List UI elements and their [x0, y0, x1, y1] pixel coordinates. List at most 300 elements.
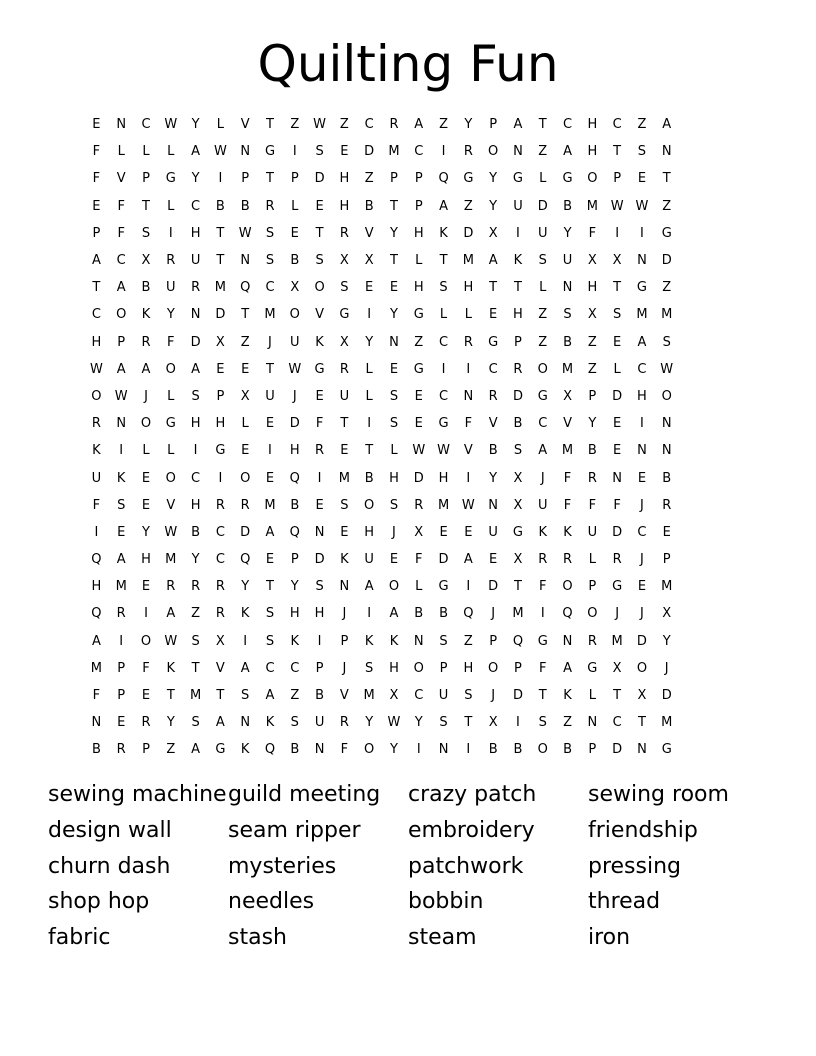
grid-letter: T [662, 171, 671, 187]
grid-letter: A [414, 117, 424, 133]
grid-letter: E [613, 334, 622, 350]
grid-letter: P [662, 552, 671, 568]
word-item: mysteries [228, 853, 337, 879]
grid-letter: X [215, 334, 225, 350]
grid-letter: H [463, 280, 474, 296]
grid-letter: E [637, 579, 647, 595]
grid-letter: D [612, 742, 623, 758]
grid-letter: N [661, 443, 672, 459]
grid-letter: H [413, 280, 424, 296]
grid-letter: Z [414, 334, 424, 350]
grid-letter: T [513, 280, 522, 296]
grid-letter: A [563, 660, 572, 676]
grid-letter: J [491, 606, 496, 622]
grid-letter: T [637, 715, 646, 731]
grid-letter: R [191, 579, 201, 595]
grid-letter: H [587, 280, 598, 296]
grid-letter: O [116, 307, 127, 323]
grid-letter: W [164, 524, 178, 540]
grid-letter: A [389, 606, 399, 622]
grid-letter: T [613, 688, 622, 704]
grid-letter: X [488, 715, 498, 731]
grid-letter: I [94, 524, 99, 540]
grid-letter: I [615, 225, 620, 241]
grid-row [84, 111, 732, 138]
grid-letter: G [537, 633, 548, 649]
word-item: thread [588, 889, 661, 915]
grid-letter: M [661, 715, 673, 731]
word-bank [48, 777, 768, 956]
grid-letter: X [612, 660, 622, 676]
grid-letter: R [215, 606, 225, 622]
grid-letter: R [513, 361, 523, 377]
grid-letter: T [166, 688, 175, 704]
grid-letter: J [615, 606, 620, 622]
grid-letter: F [92, 171, 101, 187]
grid-letter: G [165, 171, 176, 187]
grid-letter: J [342, 660, 347, 676]
grid-row [84, 600, 732, 627]
grid-letter: L [142, 443, 150, 459]
grid-row [84, 682, 732, 709]
grid-letter: T [613, 144, 622, 160]
grid-letter: O [91, 388, 102, 404]
grid-letter: G [314, 361, 325, 377]
grid-letter: W [213, 144, 227, 160]
grid-letter: K [563, 688, 572, 704]
grid-letter: T [538, 117, 547, 133]
grid-letter: Y [365, 715, 374, 731]
grid-letter: O [537, 742, 548, 758]
word-item: patchwork [408, 853, 524, 879]
grid-letter: B [364, 198, 374, 214]
grid-letter: L [439, 307, 448, 323]
grid-letter: I [441, 144, 446, 160]
grid-letter: W [164, 633, 178, 649]
grid-letter: G [463, 171, 474, 187]
word-item: embroidery [408, 817, 535, 843]
grid-letter: C [116, 253, 126, 269]
grid-letter: W [288, 361, 302, 377]
grid-letter: H [463, 660, 474, 676]
grid-letter: L [539, 171, 547, 187]
grid-letter: Y [464, 117, 473, 133]
grid-letter: T [142, 198, 150, 214]
grid-letter: C [612, 715, 622, 731]
grid-letter: M [512, 606, 524, 622]
grid-letter: R [339, 715, 349, 731]
grid-letter: X [339, 253, 349, 269]
grid-letter: E [439, 524, 448, 540]
grid-row [84, 492, 732, 519]
grid-letter: D [289, 416, 300, 432]
grid-letter: V [166, 497, 176, 513]
grid-letter: Y [241, 579, 250, 595]
grid-letter: C [439, 388, 449, 404]
grid-letter: M [636, 307, 648, 323]
grid-letter: P [340, 633, 349, 649]
grid-letter: T [266, 361, 274, 377]
grid-letter: D [190, 334, 201, 350]
grid-letter: V [488, 416, 498, 432]
grid-letter: L [167, 198, 175, 214]
grid-letter: M [661, 307, 673, 323]
grid-letter: E [265, 470, 275, 486]
grid-letter: S [315, 579, 324, 595]
grid-letter: I [317, 633, 322, 649]
grid-letter: R [662, 497, 672, 513]
grid-row [84, 220, 732, 247]
grid-letter: Z [439, 117, 448, 133]
grid-letter: C [538, 416, 548, 432]
grid-letter: K [315, 334, 324, 350]
grid-letter: S [315, 253, 324, 269]
grid-letter: X [587, 253, 597, 269]
grid-letter: Z [538, 334, 548, 350]
grid-letter: B [563, 198, 572, 214]
grid-letter: S [389, 497, 399, 513]
grid-letter: P [414, 171, 423, 187]
grid-letter: T [340, 416, 349, 432]
grid-letter: S [439, 633, 448, 649]
word-item: friendship [588, 817, 698, 843]
grid-row [84, 437, 732, 464]
grid-letter: N [314, 742, 325, 758]
grid-letter: T [266, 117, 274, 133]
grid-letter: C [215, 524, 225, 540]
grid-letter: R [488, 388, 498, 404]
grid-letter: Q [91, 552, 102, 568]
grid-letter: A [116, 280, 126, 296]
grid-letter: D [463, 225, 474, 241]
grid-letter: N [413, 633, 424, 649]
grid-letter: M [165, 552, 177, 568]
grid-letter: R [240, 497, 250, 513]
grid-letter: M [561, 361, 574, 377]
grid-letter: U [166, 280, 176, 296]
grid-letter: T [216, 225, 225, 241]
grid-row [84, 573, 732, 600]
grid-letter: C [141, 117, 151, 133]
grid-row [84, 464, 732, 491]
grid-letter: I [367, 307, 372, 323]
grid-letter: B [290, 253, 300, 269]
grid-letter: E [241, 443, 250, 459]
grid-letter: O [413, 660, 424, 676]
grid-letter: X [513, 552, 523, 568]
grid-letter: E [141, 497, 151, 513]
grid-letter: N [612, 470, 622, 486]
grid-letter: J [268, 334, 272, 350]
grid-letter: P [613, 171, 622, 187]
grid-letter: X [141, 253, 151, 269]
grid-letter: E [141, 470, 151, 486]
grid-letter: K [240, 606, 250, 622]
grid-letter: E [613, 416, 622, 432]
grid-letter: B [91, 742, 101, 758]
grid-letter: Y [389, 225, 398, 241]
grid-letter: A [463, 552, 473, 568]
grid-letter: Z [463, 198, 473, 214]
grid-letter: M [437, 497, 450, 513]
grid-letter: L [588, 552, 596, 568]
grid-letter: C [265, 660, 275, 676]
grid-letter: W [114, 388, 128, 404]
word-item: steam [408, 925, 477, 950]
grid-letter: G [512, 171, 523, 187]
grid-letter: T [92, 280, 101, 296]
grid-letter: V [116, 171, 126, 187]
word-item: sewing machine [48, 782, 227, 807]
grid-letter: D [512, 688, 523, 704]
word-item: iron [588, 925, 631, 950]
grid-letter: B [191, 524, 201, 540]
grid-letter: E [216, 361, 225, 377]
grid-letter: M [661, 579, 673, 595]
grid-letter: H [190, 416, 201, 432]
grid-letter: S [389, 416, 399, 432]
grid-letter: Z [662, 280, 672, 296]
grid-letter: R [414, 497, 424, 513]
grid-letter: N [463, 388, 474, 404]
grid-letter: Z [538, 144, 548, 160]
grid-letter: M [115, 579, 127, 595]
grid-letter: N [389, 334, 399, 350]
grid-letter: I [292, 144, 297, 160]
grid-letter: K [364, 633, 374, 649]
grid-letter: P [588, 388, 597, 404]
grid-letter: B [563, 334, 572, 350]
grid-letter: V [364, 225, 374, 241]
grid-letter: J [540, 470, 545, 486]
grid-row [84, 736, 732, 763]
grid-letter: E [265, 552, 275, 568]
grid-letter: E [414, 388, 423, 404]
grid-letter: B [290, 742, 300, 758]
grid-letter: F [613, 497, 621, 513]
grid-letter: F [142, 660, 150, 676]
grid-letter: U [438, 688, 449, 704]
grid-letter: E [92, 198, 101, 214]
grid-letter: T [216, 688, 225, 704]
grid-letter: A [662, 117, 672, 133]
grid-letter: A [637, 334, 647, 350]
grid-letter: G [413, 307, 424, 323]
grid-letter: S [117, 497, 126, 513]
grid-letter: W [660, 361, 674, 377]
grid-letter: O [636, 660, 648, 676]
grid-letter: M [388, 144, 400, 160]
grid-letter: E [117, 715, 126, 731]
grid-letter: T [216, 253, 225, 269]
grid-letter: C [612, 117, 622, 133]
grid-letter: A [116, 361, 126, 377]
grid-letter: I [640, 225, 644, 241]
grid-letter: V [563, 416, 572, 432]
grid-letter: L [613, 361, 621, 377]
grid-letter: T [538, 688, 547, 704]
grid-letter: T [191, 660, 200, 676]
grid-letter: N [91, 715, 102, 731]
grid-letter: Q [289, 524, 300, 540]
grid-letter: C [414, 144, 424, 160]
grid-letter: S [439, 715, 448, 731]
grid-letter: C [488, 361, 498, 377]
grid-letter: S [191, 633, 200, 649]
grid-letter: P [290, 171, 299, 187]
grid-letter: L [588, 688, 596, 704]
grid-letter: J [664, 660, 669, 676]
grid-letter: O [140, 633, 152, 649]
grid-letter: P [216, 388, 225, 404]
grid-letter: N [314, 524, 325, 540]
grid-letter: N [488, 497, 499, 513]
grid-letter: P [117, 660, 126, 676]
grid-letter: E [613, 443, 622, 459]
grid-letter: C [637, 524, 647, 540]
grid-letter: H [364, 524, 375, 540]
grid-letter: E [489, 307, 498, 323]
grid-letter: I [218, 470, 223, 486]
grid-letter: R [463, 334, 473, 350]
grid-letter: B [439, 606, 449, 622]
grid-letter: X [389, 688, 399, 704]
grid-letter: D [314, 552, 325, 568]
grid-letter: E [365, 280, 374, 296]
grid-letter: Z [290, 117, 300, 133]
grid-letter: P [142, 171, 150, 187]
grid-letter: K [538, 524, 547, 540]
grid-letter: C [91, 307, 101, 323]
grid-letter: Q [463, 606, 474, 622]
grid-letter: Z [191, 606, 201, 622]
grid-letter: H [438, 470, 449, 486]
grid-letter: L [464, 307, 472, 323]
grid-row [84, 383, 732, 410]
grid-letter: S [439, 280, 448, 296]
grid-letter: A [538, 443, 548, 459]
grid-letter: M [214, 280, 226, 296]
grid-letter: Y [191, 552, 200, 568]
grid-letter: L [365, 361, 373, 377]
grid-letter: I [218, 171, 223, 187]
grid-letter: F [315, 416, 324, 432]
grid-letter: G [612, 579, 623, 595]
grid-letter: Q [264, 742, 276, 758]
grid-letter: R [191, 280, 201, 296]
grid-letter: O [587, 171, 598, 187]
grid-letter: T [266, 579, 274, 595]
grid-letter: H [339, 198, 350, 214]
grid-letter: S [265, 606, 275, 622]
grid-letter: G [562, 171, 573, 187]
grid-row [84, 274, 732, 301]
grid-letter: T [513, 579, 522, 595]
grid-letter: X [612, 253, 622, 269]
grid-letter: B [488, 443, 498, 459]
grid-letter: H [289, 606, 300, 622]
grid-letter: U [265, 388, 275, 404]
grid-letter: E [662, 524, 671, 540]
grid-letter: B [513, 416, 523, 432]
grid-letter: K [166, 660, 176, 676]
grid-letter: Z [463, 633, 473, 649]
grid-letter: N [562, 280, 573, 296]
grid-letter: N [240, 715, 251, 731]
grid-row [84, 519, 732, 546]
grid-letter: Q [438, 171, 449, 187]
grid-letter: K [92, 443, 101, 459]
grid-letter: B [364, 470, 374, 486]
grid-letter: S [662, 334, 671, 350]
grid-letter: T [389, 198, 398, 214]
grid-letter: C [265, 280, 275, 296]
grid-letter: E [340, 443, 349, 459]
grid-letter: B [563, 742, 572, 758]
grid-letter: R [116, 606, 126, 622]
grid-letter: Y [662, 633, 671, 649]
grid-letter: E [637, 171, 647, 187]
grid-letter: W [610, 198, 624, 214]
grid-row [84, 628, 732, 655]
grid-letter: P [290, 552, 299, 568]
grid-letter: C [191, 198, 201, 214]
grid-letter: J [292, 388, 297, 404]
grid-letter: P [514, 334, 522, 350]
grid-letter: X [339, 334, 349, 350]
grid-letter: G [264, 144, 276, 160]
grid-letter: T [464, 715, 473, 731]
grid-letter: F [415, 552, 423, 568]
word-item: sewing room [588, 782, 729, 807]
grid-letter: S [464, 688, 473, 704]
grid-letter: D [612, 388, 623, 404]
grid-letter: B [315, 688, 325, 704]
grid-letter: B [414, 606, 424, 622]
grid-letter: K [265, 715, 275, 731]
grid-letter: A [240, 660, 250, 676]
grid-letter: O [165, 361, 176, 377]
grid-letter: O [364, 742, 375, 758]
grid-letter: X [414, 524, 424, 540]
grid-letter: Q [240, 280, 251, 296]
grid-letter: B [141, 280, 151, 296]
grid-letter: Y [489, 198, 498, 214]
grid-letter: J [640, 497, 644, 513]
grid-letter: F [563, 497, 572, 513]
grid-letter: G [215, 742, 226, 758]
grid-letter: Y [489, 470, 498, 486]
grid-letter: Z [240, 334, 250, 350]
grid-letter: U [537, 225, 548, 241]
grid-letter: S [563, 307, 572, 323]
grid-letter: F [340, 742, 349, 758]
grid-letter: S [290, 715, 299, 731]
word-item: seam ripper [228, 817, 361, 843]
grid-letter: J [640, 552, 644, 568]
grid-letter: H [289, 443, 300, 459]
grid-letter: P [92, 225, 101, 241]
grid-letter: A [513, 117, 523, 133]
grid-letter: E [340, 524, 349, 540]
grid-letter: T [489, 280, 498, 296]
grid-letter: O [587, 606, 598, 622]
grid-letter: Y [166, 307, 175, 323]
grid-letter: P [142, 742, 150, 758]
grid-letter: P [241, 171, 250, 187]
grid-letter: S [365, 660, 374, 676]
grid-letter: R [215, 579, 225, 595]
